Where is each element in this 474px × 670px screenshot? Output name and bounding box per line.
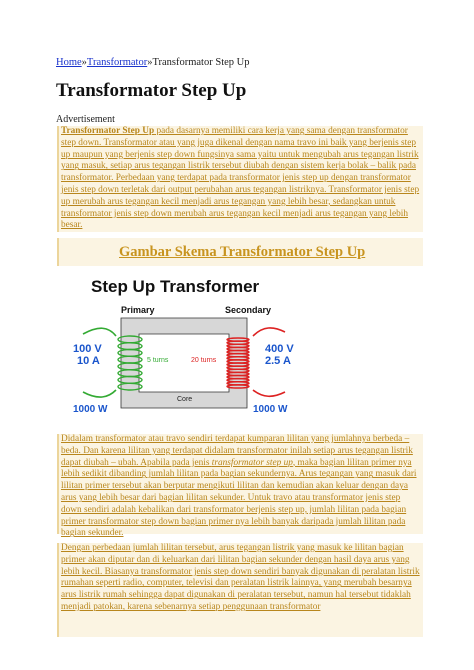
- intro-text: pada dasarnya memiliki cara kerja yang sama dengan transformator step down. Transformator atau yang juga dikenal dengan nama travo ini baik yang berjenis step up maupun yang berjenis step down fungsinya sama yaitu untuk mengubah arus tegangan listrik yang masuk, setiap arus tegangan listrik tersebut diubah dengan sistem kerja bolak – balik pada transformator. Perbedaan yang terdapat pada transformator jenis step up dengan transformator jenis step down terletak dari output perubahan arus tegangan listriknya. Transformator jenis step up merubah arus tegangan kecil menjadi arus tegangan yang lebih besar, sedangkan untuk transformator jenis step down merubah arus tegangan kecil menjadi arus tegangan yang lebih besar.: [61, 126, 420, 231]
- breadcrumb-separator: »: [81, 57, 87, 68]
- breadcrumb: [56, 57, 249, 68]
- page-title: Transformator Step Up: [56, 80, 247, 101]
- output-voltage-label: 400 V: [265, 343, 294, 355]
- secondary-return-wire: [253, 390, 285, 396]
- transformer-diagram-svg: [73, 266, 295, 428]
- body-paragraph-windings[interactable]: [57, 434, 423, 539]
- output-current-label: 2.5 A: [265, 355, 291, 367]
- section-heading-text[interactable]: Gambar Skema Transformator Step Up: [119, 244, 366, 260]
- transformer-diagram: [73, 266, 295, 428]
- usage-text: Dengan perbedaan jumlah lilitan tersebut, arus tegangan listrik yang masuk ke lilitan bagian primer akan diputar dan di keluarkan dari lilitan bagian sekunder dengan hasil daya arus yang lebih kecil. Biasanya transformator jenis step down sendiri banyak digunakan di peralatan listrik rumahan seperti radio, computer, televisi dan peralatan listrik lainnya, yang merubah besarnya arus listrik rumah sehingga dapat digunakan di peralatan tersebut, namun hal tersebut tidaklah menjadi patokan, karena sebenarnya setiap penggunaan transformator: [61, 543, 420, 612]
- breadcrumb-category-link[interactable]: Transformator: [86, 57, 148, 68]
- secondary-label: Secondary: [225, 305, 272, 315]
- secondary-turns-label: 20 turns: [191, 357, 217, 364]
- input-current-label: 10 A: [77, 355, 100, 367]
- secondary-output-wire: [253, 328, 285, 336]
- section-heading[interactable]: [57, 238, 423, 266]
- input-voltage-label: 100 V: [73, 343, 102, 355]
- windings-italic-term: transformator step up: [211, 457, 293, 468]
- diagram-title: Step Up Transformer: [91, 277, 260, 296]
- transformer-core: [121, 318, 247, 408]
- advertisement-label: Advertisement: [56, 114, 115, 125]
- primary-input-wire: [83, 328, 116, 336]
- output-power-label: 1000 W: [253, 404, 288, 415]
- body-paragraph-usage[interactable]: [57, 543, 423, 637]
- breadcrumb-current: Transformator Step Up: [152, 57, 250, 68]
- core-label: Core: [177, 396, 193, 403]
- primary-return-wire: [83, 390, 116, 397]
- intro-paragraph[interactable]: [57, 126, 423, 232]
- intro-lead-link[interactable]: Transformator Step Up: [61, 126, 155, 136]
- windings-text-a: Didalam transformator atau travo sendiri terdapat kumparan lilitan yang jumlahnya berbeda – beda. Dan karena lilitan yang terdapat didalam transformator inilah setiap arus tegangan listrik dapat diubah – ubah. Apabila pada jenis: [61, 434, 413, 468]
- windings-text-b: , maka bagian lilitan primer nya lebih sedikit dibanding jumlah lilitan pada bagian sekundernya. Arus tegangan yang masuk dari lilitan primer tersebut akan berputar mengikuti lilitan dan kemudian akan keluar dengan daya arus yang lebih besar dari bagian lilitan sekunder. Untuk travo atau transformator jenis step down sendiri adalah kebalikan dari transformator berjenis step up, jumlah lilitan pada bagian primer transformator step down bagian primer nya lebih banyak daripada jumlah lilitan pada bagian sekunder.: [61, 457, 417, 539]
- primary-label: Primary: [121, 305, 155, 315]
- breadcrumb-separator: »: [147, 57, 153, 68]
- input-power-label: 1000 W: [73, 404, 108, 415]
- breadcrumb-home-link[interactable]: Home: [56, 57, 82, 68]
- primary-turns-label: 5 turns: [147, 357, 169, 364]
